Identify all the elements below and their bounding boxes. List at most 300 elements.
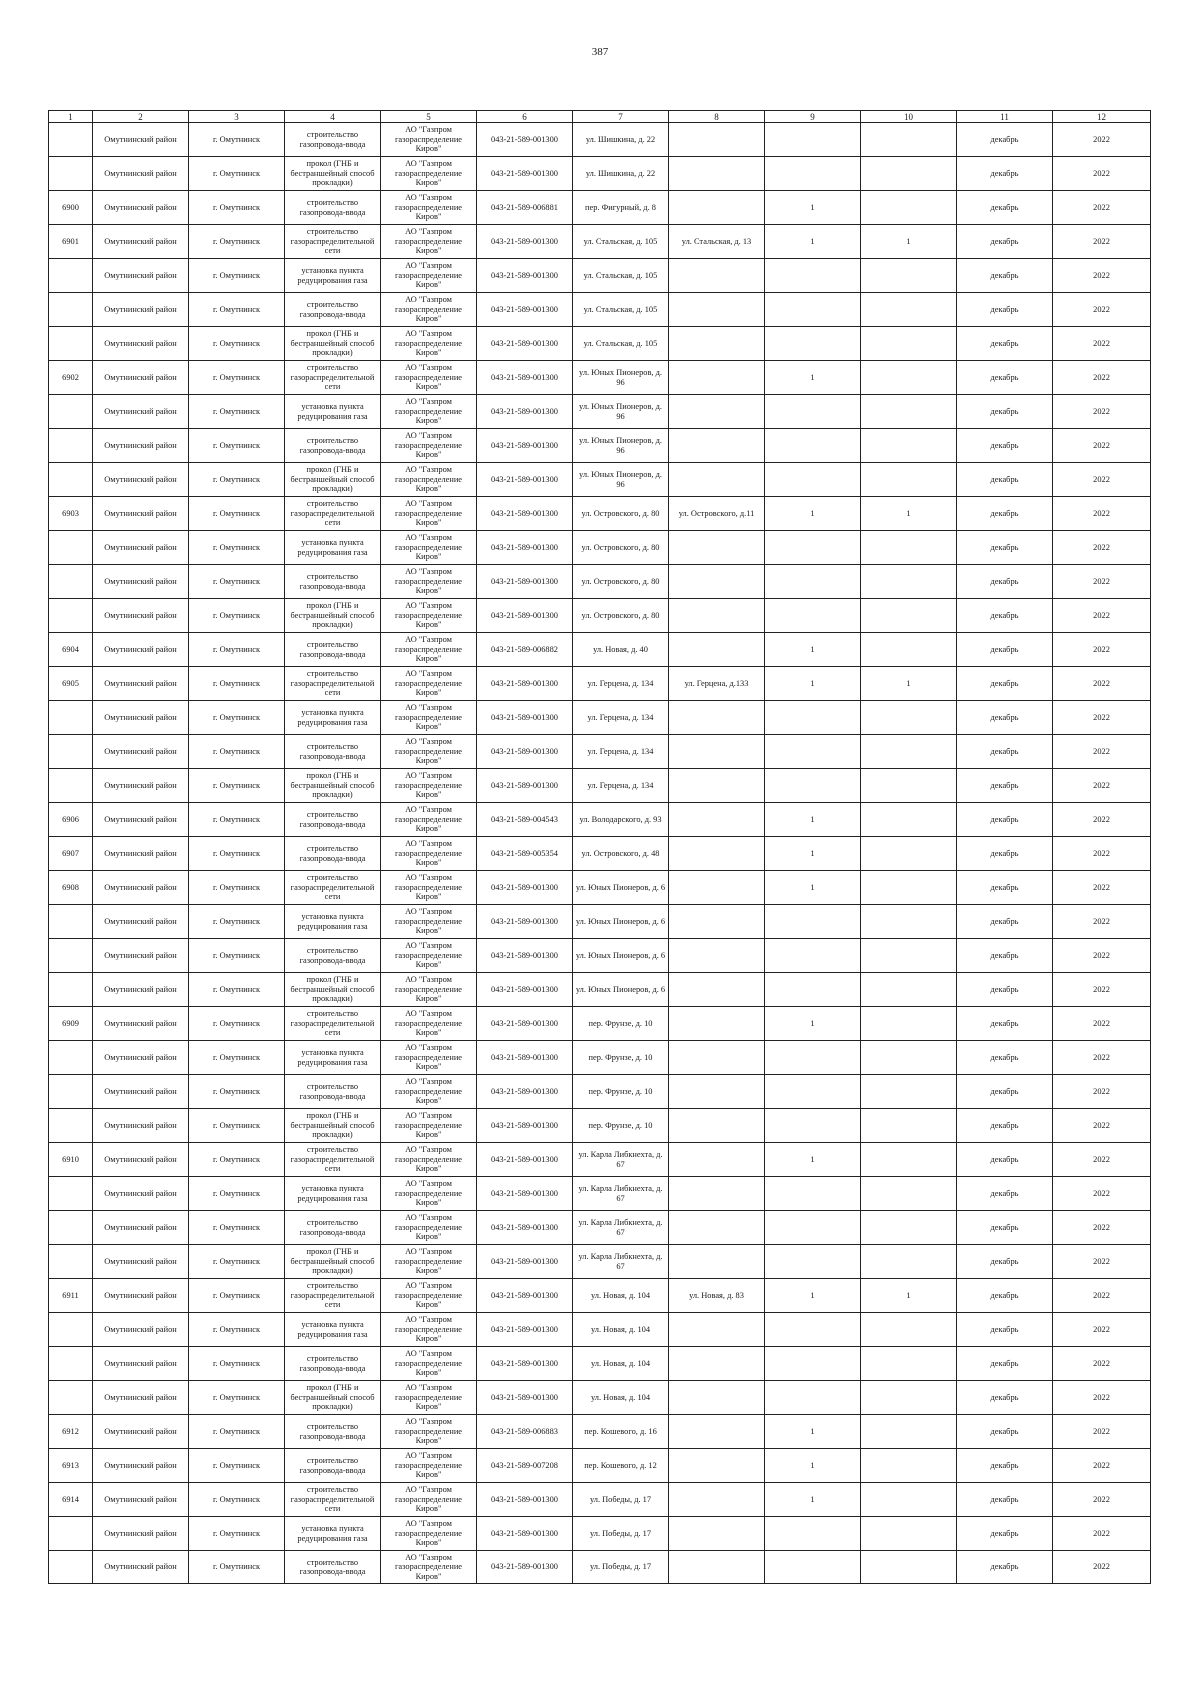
col9-cell: 1: [765, 1415, 861, 1449]
organization-cell: АО "Газпром газораспределение Киров": [381, 1483, 477, 1517]
row-number-cell: [49, 701, 93, 735]
col10-cell: [861, 1517, 957, 1551]
month-cell: декабрь: [957, 1007, 1053, 1041]
address-cell: ул. Юных Пионеров, д. 6: [573, 871, 669, 905]
col9-cell: [765, 1075, 861, 1109]
district-cell: Омутнинский район: [93, 905, 189, 939]
address2-cell: [669, 1415, 765, 1449]
code-cell: 043-21-589-001300: [477, 1517, 573, 1551]
row-number-cell: [49, 1245, 93, 1279]
address-cell: ул. Шишкина, д. 22: [573, 123, 669, 157]
table-row: [49, 1143, 1151, 1177]
table-row: [49, 225, 1151, 259]
address-cell: ул. Герцена, д. 134: [573, 769, 669, 803]
table-row: [49, 1381, 1151, 1415]
data-table: [48, 110, 1151, 1584]
work-type-cell: строительство газораспределительной сети: [285, 1007, 381, 1041]
code-cell: 043-21-589-001300: [477, 1381, 573, 1415]
city-cell: г. Омутнинск: [189, 1143, 285, 1177]
row-number-cell: 6908: [49, 871, 93, 905]
city-cell: г. Омутнинск: [189, 191, 285, 225]
year-cell: 2022: [1053, 837, 1151, 871]
month-cell: декабрь: [957, 871, 1053, 905]
city-cell: г. Омутнинск: [189, 599, 285, 633]
work-type-cell: установка пункта редуцирования газа: [285, 531, 381, 565]
address2-cell: [669, 565, 765, 599]
year-cell: 2022: [1053, 259, 1151, 293]
col9-cell: [765, 735, 861, 769]
row-number-cell: 6914: [49, 1483, 93, 1517]
col9-cell: [765, 1041, 861, 1075]
row-number-cell: [49, 531, 93, 565]
table-row: [49, 395, 1151, 429]
col9-cell: 1: [765, 1279, 861, 1313]
address2-cell: ул. Герцена, д.133: [669, 667, 765, 701]
table-row: [49, 1517, 1151, 1551]
month-cell: декабрь: [957, 191, 1053, 225]
district-cell: Омутнинский район: [93, 1449, 189, 1483]
year-cell: 2022: [1053, 905, 1151, 939]
work-type-cell: строительство газопровода-ввода: [285, 293, 381, 327]
row-number-cell: [49, 395, 93, 429]
col10-cell: [861, 1109, 957, 1143]
city-cell: г. Омутнинск: [189, 1551, 285, 1584]
row-number-cell: 6911: [49, 1279, 93, 1313]
address2-cell: [669, 327, 765, 361]
month-cell: декабрь: [957, 225, 1053, 259]
organization-cell: АО "Газпром газораспределение Киров": [381, 1075, 477, 1109]
row-number-cell: 6910: [49, 1143, 93, 1177]
month-cell: декабрь: [957, 667, 1053, 701]
col10-cell: [861, 531, 957, 565]
district-cell: Омутнинский район: [93, 1109, 189, 1143]
address2-cell: [669, 837, 765, 871]
row-number-cell: [49, 1313, 93, 1347]
code-cell: 043-21-589-001300: [477, 599, 573, 633]
city-cell: г. Омутнинск: [189, 1245, 285, 1279]
month-cell: декабрь: [957, 1381, 1053, 1415]
month-cell: декабрь: [957, 701, 1053, 735]
address2-cell: [669, 361, 765, 395]
city-cell: г. Омутнинск: [189, 1211, 285, 1245]
address2-cell: [669, 633, 765, 667]
address-cell: ул. Шишкина, д. 22: [573, 157, 669, 191]
district-cell: Омутнинский район: [93, 123, 189, 157]
table-row: [49, 157, 1151, 191]
code-cell: 043-21-589-001300: [477, 1177, 573, 1211]
city-cell: г. Омутнинск: [189, 1007, 285, 1041]
address2-cell: [669, 871, 765, 905]
col10-cell: [861, 837, 957, 871]
month-cell: декабрь: [957, 293, 1053, 327]
code-cell: 043-21-589-006882: [477, 633, 573, 667]
address2-cell: ул. Новая, д. 83: [669, 1279, 765, 1313]
code-cell: 043-21-589-001300: [477, 871, 573, 905]
address-cell: ул. Новая, д. 104: [573, 1313, 669, 1347]
col9-cell: 1: [765, 837, 861, 871]
row-number-cell: 6906: [49, 803, 93, 837]
month-cell: декабрь: [957, 123, 1053, 157]
table-row: [49, 837, 1151, 871]
year-cell: 2022: [1053, 803, 1151, 837]
city-cell: г. Омутнинск: [189, 327, 285, 361]
district-cell: Омутнинский район: [93, 429, 189, 463]
table-row: [49, 667, 1151, 701]
row-number-cell: [49, 293, 93, 327]
year-cell: 2022: [1053, 1109, 1151, 1143]
month-cell: декабрь: [957, 1279, 1053, 1313]
organization-cell: АО "Газпром газораспределение Киров": [381, 667, 477, 701]
address-cell: ул. Победы, д. 17: [573, 1483, 669, 1517]
table-row: [49, 429, 1151, 463]
header-cell: 4: [285, 111, 381, 123]
work-type-cell: прокол (ГНБ и бестраншейный способ прокладки): [285, 1109, 381, 1143]
address2-cell: [669, 157, 765, 191]
organization-cell: АО "Газпром газораспределение Киров": [381, 1279, 477, 1313]
col10-cell: [861, 599, 957, 633]
year-cell: 2022: [1053, 633, 1151, 667]
row-number-cell: [49, 1211, 93, 1245]
code-cell: 043-21-589-001300: [477, 327, 573, 361]
year-cell: 2022: [1053, 701, 1151, 735]
organization-cell: АО "Газпром газораспределение Киров": [381, 599, 477, 633]
district-cell: Омутнинский район: [93, 837, 189, 871]
district-cell: Омутнинский район: [93, 769, 189, 803]
table-row: [49, 1075, 1151, 1109]
year-cell: 2022: [1053, 1449, 1151, 1483]
month-cell: декабрь: [957, 1551, 1053, 1584]
organization-cell: АО "Газпром газораспределение Киров": [381, 1245, 477, 1279]
month-cell: декабрь: [957, 599, 1053, 633]
row-number-cell: [49, 259, 93, 293]
address-cell: ул. Победы, д. 17: [573, 1551, 669, 1584]
col9-cell: [765, 327, 861, 361]
month-cell: декабрь: [957, 1041, 1053, 1075]
city-cell: г. Омутнинск: [189, 1449, 285, 1483]
organization-cell: АО "Газпром газораспределение Киров": [381, 769, 477, 803]
address-cell: ул. Стальская, д. 105: [573, 259, 669, 293]
address2-cell: [669, 1109, 765, 1143]
address2-cell: [669, 531, 765, 565]
year-cell: 2022: [1053, 1483, 1151, 1517]
organization-cell: АО "Газпром газораспределение Киров": [381, 1313, 477, 1347]
col9-cell: 1: [765, 633, 861, 667]
work-type-cell: прокол (ГНБ и бестраншейный способ прокладки): [285, 327, 381, 361]
organization-cell: АО "Газпром газораспределение Киров": [381, 701, 477, 735]
city-cell: г. Омутнинск: [189, 701, 285, 735]
table-row: [49, 905, 1151, 939]
month-cell: декабрь: [957, 973, 1053, 1007]
month-cell: декабрь: [957, 565, 1053, 599]
code-cell: 043-21-589-001300: [477, 395, 573, 429]
row-number-cell: [49, 327, 93, 361]
city-cell: г. Омутнинск: [189, 1279, 285, 1313]
year-cell: 2022: [1053, 1517, 1151, 1551]
month-cell: декабрь: [957, 429, 1053, 463]
organization-cell: АО "Газпром газораспределение Киров": [381, 1347, 477, 1381]
table-row: [49, 1483, 1151, 1517]
col9-cell: 1: [765, 871, 861, 905]
address2-cell: [669, 1313, 765, 1347]
row-number-cell: [49, 565, 93, 599]
organization-cell: АО "Газпром газораспределение Киров": [381, 1517, 477, 1551]
header-cell: 12: [1053, 111, 1151, 123]
district-cell: Омутнинский район: [93, 599, 189, 633]
district-cell: Омутнинский район: [93, 1245, 189, 1279]
district-cell: Омутнинский район: [93, 395, 189, 429]
address-cell: пер. Фрунзе, д. 10: [573, 1007, 669, 1041]
table-row: [49, 939, 1151, 973]
col10-cell: [861, 1211, 957, 1245]
month-cell: декабрь: [957, 837, 1053, 871]
col9-cell: 1: [765, 667, 861, 701]
organization-cell: АО "Газпром газораспределение Киров": [381, 1041, 477, 1075]
col9-cell: [765, 1381, 861, 1415]
district-cell: Омутнинский район: [93, 939, 189, 973]
address2-cell: [669, 701, 765, 735]
organization-cell: АО "Газпром газораспределение Киров": [381, 803, 477, 837]
month-cell: декабрь: [957, 1143, 1053, 1177]
address2-cell: [669, 735, 765, 769]
district-cell: Омутнинский район: [93, 1313, 189, 1347]
address-cell: ул. Герцена, д. 134: [573, 667, 669, 701]
city-cell: г. Омутнинск: [189, 837, 285, 871]
col10-cell: [861, 1143, 957, 1177]
year-cell: 2022: [1053, 1551, 1151, 1584]
city-cell: г. Омутнинск: [189, 1177, 285, 1211]
col10-cell: 1: [861, 497, 957, 531]
address-cell: ул. Островского, д. 80: [573, 599, 669, 633]
col10-cell: [861, 633, 957, 667]
organization-cell: АО "Газпром газораспределение Киров": [381, 293, 477, 327]
year-cell: 2022: [1053, 973, 1151, 1007]
header-cell: 7: [573, 111, 669, 123]
col10-cell: [861, 1381, 957, 1415]
city-cell: г. Омутнинск: [189, 1415, 285, 1449]
code-cell: 043-21-589-001300: [477, 1041, 573, 1075]
organization-cell: АО "Газпром газораспределение Киров": [381, 191, 477, 225]
month-cell: декабрь: [957, 1245, 1053, 1279]
header-cell: 6: [477, 111, 573, 123]
col10-cell: [861, 1347, 957, 1381]
row-number-cell: [49, 1381, 93, 1415]
year-cell: 2022: [1053, 1143, 1151, 1177]
col9-cell: [765, 1347, 861, 1381]
col10-cell: [861, 259, 957, 293]
organization-cell: АО "Газпром газораспределение Киров": [381, 123, 477, 157]
code-cell: 043-21-589-001300: [477, 531, 573, 565]
work-type-cell: прокол (ГНБ и бестраншейный способ прокладки): [285, 463, 381, 497]
month-cell: декабрь: [957, 1109, 1053, 1143]
code-cell: 043-21-589-001300: [477, 769, 573, 803]
organization-cell: АО "Газпром газораспределение Киров": [381, 395, 477, 429]
city-cell: г. Омутнинск: [189, 1109, 285, 1143]
year-cell: 2022: [1053, 463, 1151, 497]
month-cell: декабрь: [957, 463, 1053, 497]
table-row: [49, 599, 1151, 633]
header-cell: 1: [49, 111, 93, 123]
organization-cell: АО "Газпром газораспределение Киров": [381, 905, 477, 939]
header-cell: 9: [765, 111, 861, 123]
col10-cell: [861, 191, 957, 225]
header-cell: 2: [93, 111, 189, 123]
col9-cell: 1: [765, 497, 861, 531]
organization-cell: АО "Газпром газораспределение Киров": [381, 1449, 477, 1483]
col10-cell: [861, 463, 957, 497]
work-type-cell: строительство газораспределительной сети: [285, 667, 381, 701]
city-cell: г. Омутнинск: [189, 1313, 285, 1347]
city-cell: г. Омутнинск: [189, 463, 285, 497]
month-cell: декабрь: [957, 327, 1053, 361]
page-number: 387: [591, 46, 609, 58]
row-number-cell: 6903: [49, 497, 93, 531]
work-type-cell: строительство газопровода-ввода: [285, 429, 381, 463]
address2-cell: [669, 939, 765, 973]
district-cell: Омутнинский район: [93, 1415, 189, 1449]
year-cell: 2022: [1053, 429, 1151, 463]
col9-cell: [765, 395, 861, 429]
address2-cell: [669, 905, 765, 939]
month-cell: декабрь: [957, 395, 1053, 429]
district-cell: Омутнинский район: [93, 565, 189, 599]
district-cell: Омутнинский район: [93, 361, 189, 395]
month-cell: декабрь: [957, 497, 1053, 531]
row-number-cell: [49, 973, 93, 1007]
table-row: [49, 701, 1151, 735]
col9-cell: [765, 973, 861, 1007]
address-cell: ул. Юных Пионеров, д. 6: [573, 939, 669, 973]
row-number-cell: [49, 735, 93, 769]
col9-cell: 1: [765, 1007, 861, 1041]
work-type-cell: строительство газораспределительной сети: [285, 871, 381, 905]
address-cell: ул. Островского, д. 80: [573, 565, 669, 599]
table-row: [49, 1177, 1151, 1211]
district-cell: Омутнинский район: [93, 225, 189, 259]
work-type-cell: установка пункта редуцирования газа: [285, 701, 381, 735]
address-cell: ул. Стальская, д. 105: [573, 225, 669, 259]
col9-cell: 1: [765, 803, 861, 837]
district-cell: Омутнинский район: [93, 973, 189, 1007]
table-row: [49, 1449, 1151, 1483]
organization-cell: АО "Газпром газораспределение Киров": [381, 1177, 477, 1211]
city-cell: г. Омутнинск: [189, 395, 285, 429]
year-cell: 2022: [1053, 1177, 1151, 1211]
year-cell: 2022: [1053, 395, 1151, 429]
year-cell: 2022: [1053, 293, 1151, 327]
year-cell: 2022: [1053, 1041, 1151, 1075]
city-cell: г. Омутнинск: [189, 769, 285, 803]
col9-cell: [765, 463, 861, 497]
code-cell: 043-21-589-001300: [477, 429, 573, 463]
organization-cell: АО "Газпром газораспределение Киров": [381, 1143, 477, 1177]
year-cell: 2022: [1053, 769, 1151, 803]
address2-cell: [669, 1381, 765, 1415]
col9-cell: [765, 1245, 861, 1279]
row-number-cell: 6913: [49, 1449, 93, 1483]
district-cell: Омутнинский район: [93, 1483, 189, 1517]
address2-cell: ул. Стальская, д. 13: [669, 225, 765, 259]
row-number-cell: [49, 1517, 93, 1551]
code-cell: 043-21-589-006883: [477, 1415, 573, 1449]
table-row: [49, 191, 1151, 225]
col10-cell: [861, 361, 957, 395]
address2-cell: [669, 1347, 765, 1381]
address-cell: ул. Юных Пионеров, д. 6: [573, 905, 669, 939]
month-cell: декабрь: [957, 735, 1053, 769]
work-type-cell: прокол (ГНБ и бестраншейный способ прокладки): [285, 157, 381, 191]
year-cell: 2022: [1053, 1347, 1151, 1381]
city-cell: г. Омутнинск: [189, 361, 285, 395]
address-cell: ул. Юных Пионеров, д. 96: [573, 429, 669, 463]
row-number-cell: 6900: [49, 191, 93, 225]
month-cell: декабрь: [957, 1313, 1053, 1347]
city-cell: г. Омутнинск: [189, 1075, 285, 1109]
address-cell: ул. Островского, д. 80: [573, 497, 669, 531]
col9-cell: [765, 905, 861, 939]
address-cell: ул. Победы, д. 17: [573, 1517, 669, 1551]
work-type-cell: строительство газораспределительной сети: [285, 497, 381, 531]
table-row: [49, 1347, 1151, 1381]
work-type-cell: установка пункта редуцирования газа: [285, 395, 381, 429]
address-cell: ул. Юных Пионеров, д. 96: [573, 361, 669, 395]
col10-cell: [861, 905, 957, 939]
city-cell: г. Омутнинск: [189, 225, 285, 259]
code-cell: 043-21-589-001300: [477, 1211, 573, 1245]
year-cell: 2022: [1053, 327, 1151, 361]
code-cell: 043-21-589-001300: [477, 361, 573, 395]
district-cell: Омутнинский район: [93, 327, 189, 361]
district-cell: Омутнинский район: [93, 735, 189, 769]
month-cell: декабрь: [957, 1415, 1053, 1449]
work-type-cell: установка пункта редуцирования газа: [285, 1041, 381, 1075]
address2-cell: [669, 1517, 765, 1551]
col10-cell: [861, 1483, 957, 1517]
organization-cell: АО "Газпром газораспределение Киров": [381, 837, 477, 871]
month-cell: декабрь: [957, 1075, 1053, 1109]
col9-cell: 1: [765, 191, 861, 225]
address2-cell: [669, 1483, 765, 1517]
work-type-cell: строительство газопровода-ввода: [285, 1415, 381, 1449]
work-type-cell: строительство газопровода-ввода: [285, 191, 381, 225]
work-type-cell: строительство газопровода-ввода: [285, 1449, 381, 1483]
work-type-cell: прокол (ГНБ и бестраншейный способ прокладки): [285, 769, 381, 803]
code-cell: 043-21-589-001300: [477, 463, 573, 497]
code-cell: 043-21-589-001300: [477, 1551, 573, 1584]
address-cell: пер. Фрунзе, д. 10: [573, 1109, 669, 1143]
address2-cell: [669, 973, 765, 1007]
table-row: [49, 1109, 1151, 1143]
work-type-cell: строительство газораспределительной сети: [285, 361, 381, 395]
district-cell: Омутнинский район: [93, 701, 189, 735]
table-row: [49, 735, 1151, 769]
code-cell: 043-21-589-001300: [477, 1313, 573, 1347]
district-cell: Омутнинский район: [93, 1007, 189, 1041]
table-row: [49, 1313, 1151, 1347]
district-cell: Омутнинский район: [93, 1143, 189, 1177]
work-type-cell: строительство газопровода-ввода: [285, 735, 381, 769]
month-cell: декабрь: [957, 157, 1053, 191]
col9-cell: [765, 701, 861, 735]
table-row: [49, 361, 1151, 395]
table-row: [49, 1041, 1151, 1075]
row-number-cell: [49, 905, 93, 939]
row-number-cell: [49, 429, 93, 463]
code-cell: 043-21-589-007208: [477, 1449, 573, 1483]
col10-cell: [861, 293, 957, 327]
city-cell: г. Омутнинск: [189, 1041, 285, 1075]
year-cell: 2022: [1053, 871, 1151, 905]
work-type-cell: строительство газораспределительной сети: [285, 1279, 381, 1313]
